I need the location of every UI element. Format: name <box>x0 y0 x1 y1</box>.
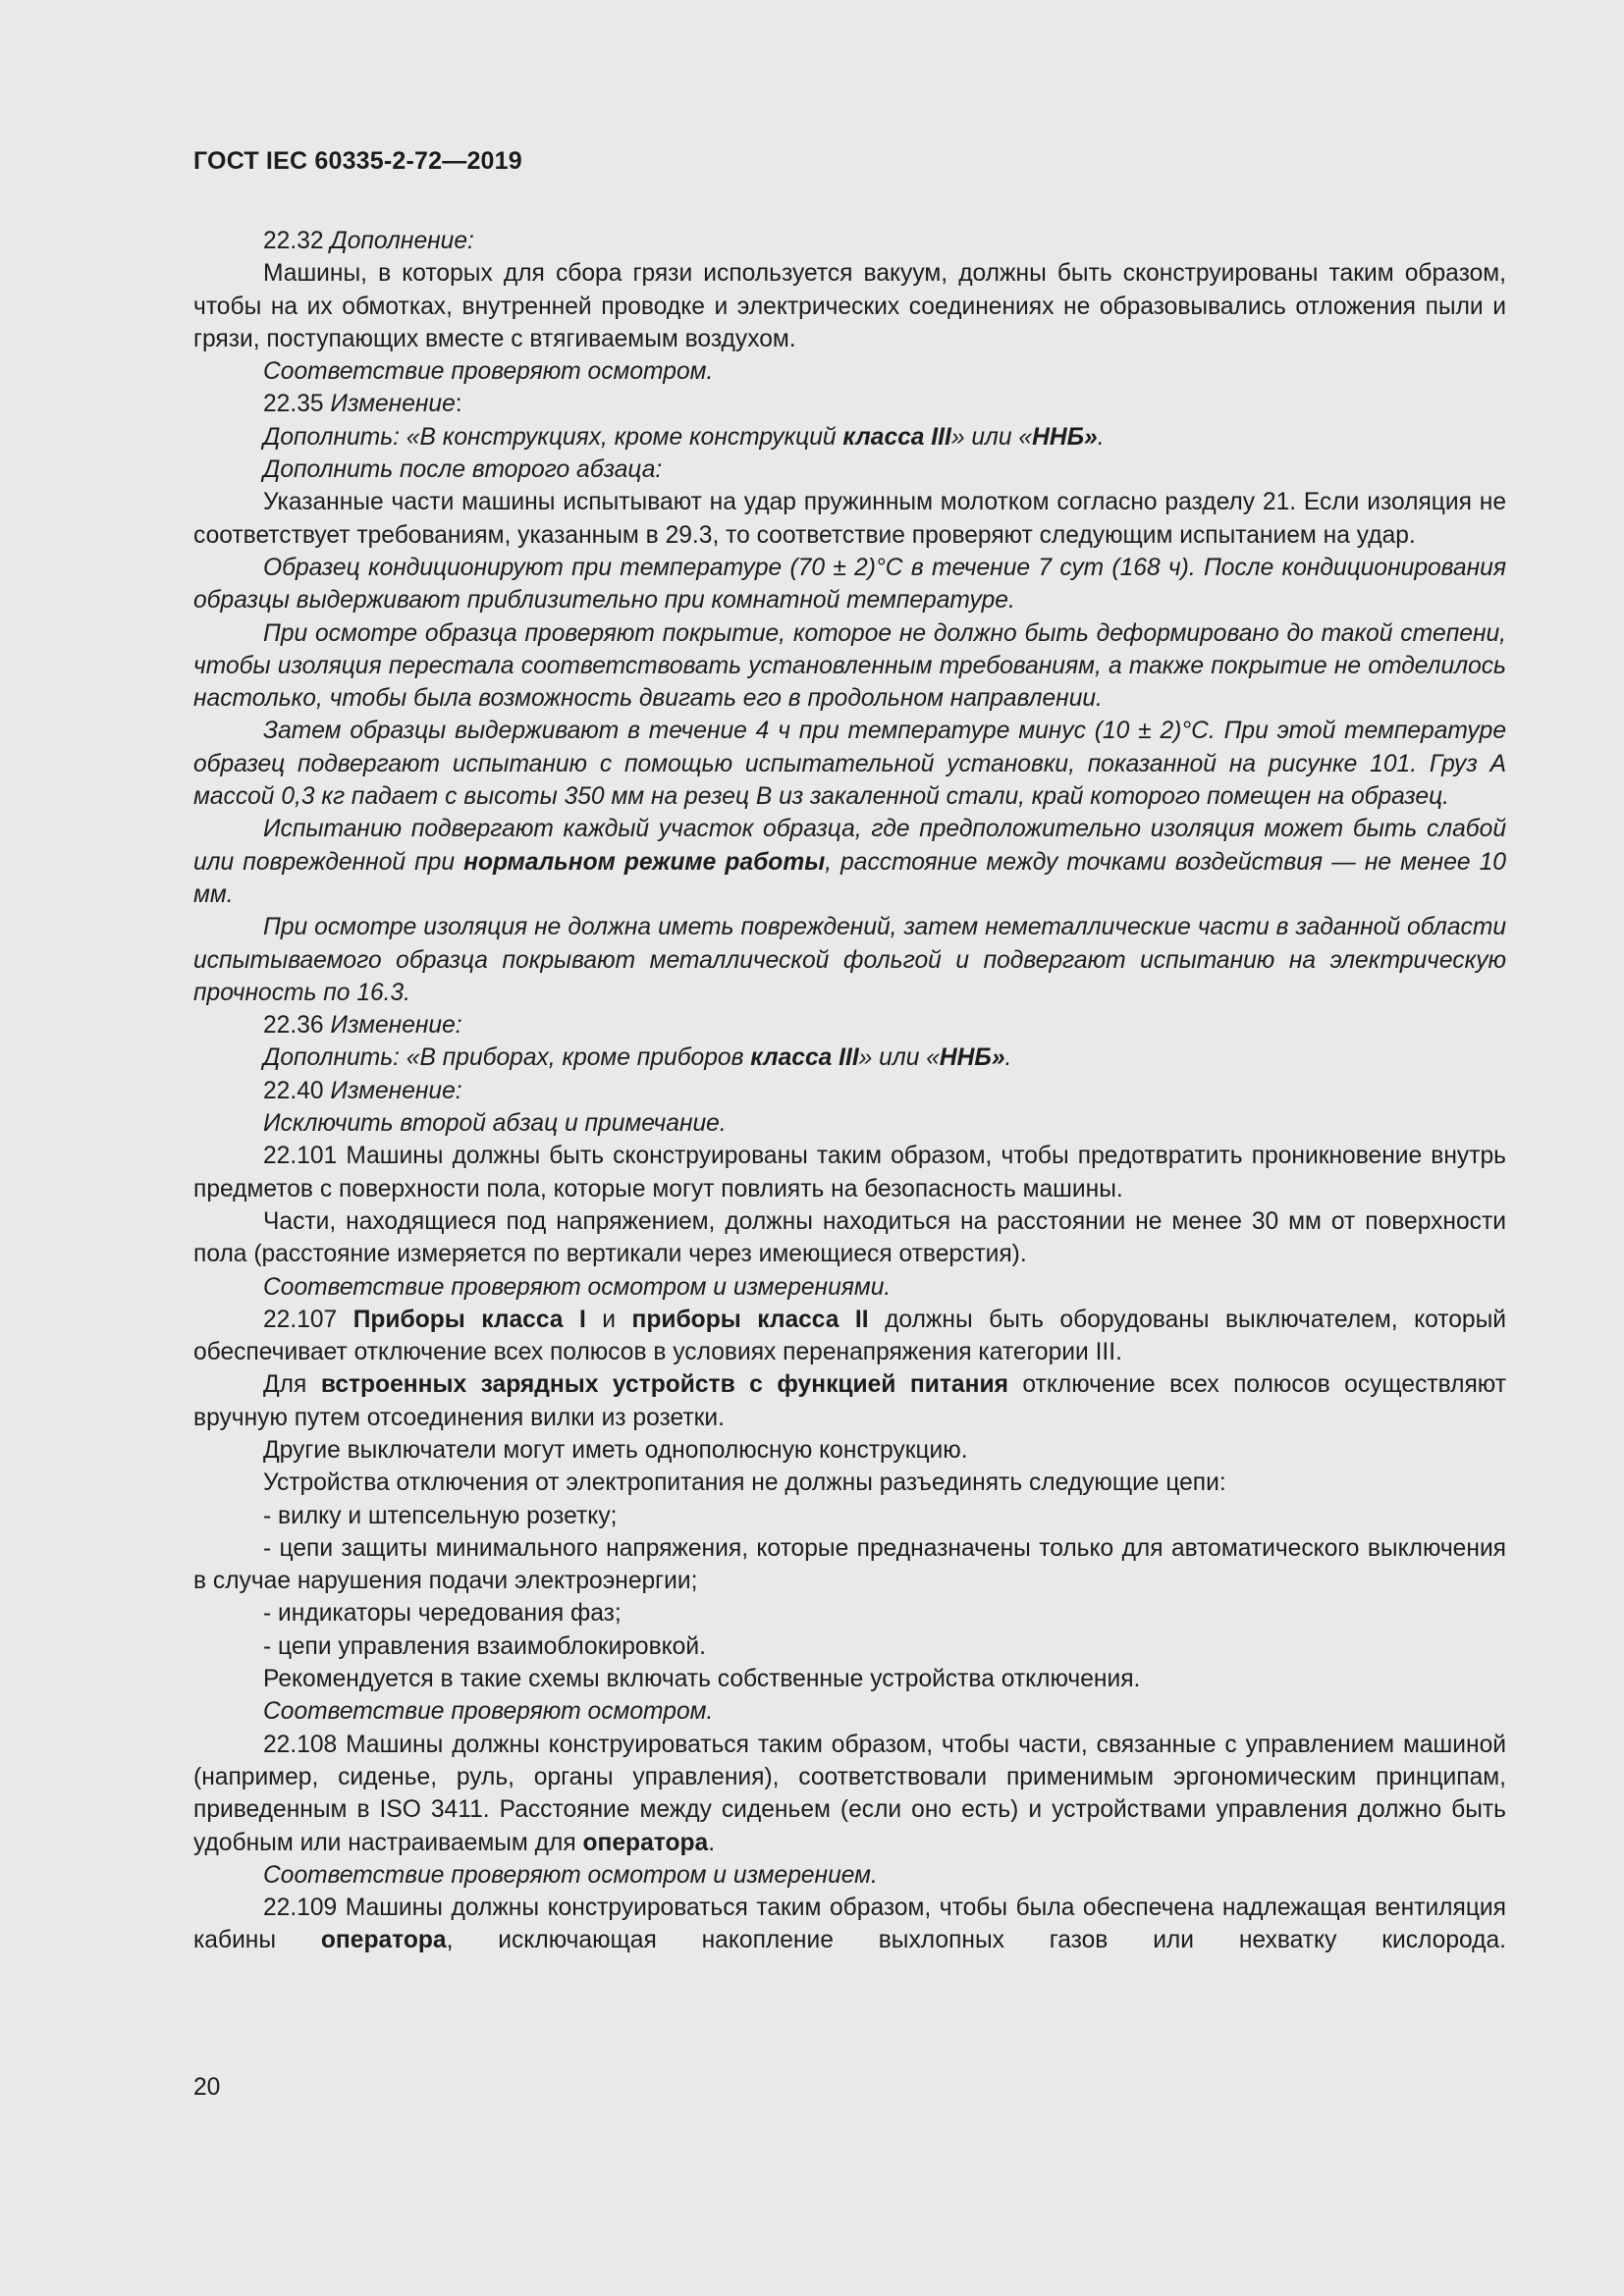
clause-label: Изменение: <box>330 1077 462 1104</box>
paragraph <box>193 225 1506 257</box>
defined-term: класса III <box>842 423 951 451</box>
clause-label: Изменение <box>330 391 456 418</box>
defined-term: ННБ» <box>939 1044 1005 1072</box>
compliance-note: Соответствие проверяют осмотром и измерениями. <box>263 1273 892 1301</box>
paragraph: Рекомендуется в такие схемы включать собственные устройства отключения. <box>263 1666 1141 1693</box>
clause-number: 22.40 <box>263 1077 331 1104</box>
clause-number: 22.36 <box>263 1012 331 1040</box>
paragraph: 22.108 Машины должны конструироваться таким образом, чтобы части, связанные с управлением машиной (например, сиденье, руль, органы управления), соответствовали применимым эргономическим принципам, приведенным в ISO 3411. Расстояние между сиденьем (если оно есть) и устройствами управления должно быть удобным или настраиваемым для оператора. <box>193 1731 1506 1856</box>
paragraph: 22.101 Машины должны быть сконструированы таким образом, чтобы предотвратить проникновение внутрь предметов с поверхности пола, которые могут повлиять на безопасность машины. <box>193 1143 1506 1202</box>
amendment-text: Дополнить: «В приборах, кроме приборов класса III» или «ННБ». <box>263 1044 1012 1072</box>
clause-number: 22.32 <box>263 228 331 254</box>
page-number: 20 <box>193 2074 221 2101</box>
amendment-text: Дополнить после второго абзаца: <box>263 456 663 484</box>
test-procedure: При осмотре изоляция не должна иметь повреждений, затем неметаллические части в заданной области испытываемого образца покрывают металлической фольгой и подвергают испытанию на электрическую прочность по 16.3. <box>193 914 1506 1006</box>
defined-term: оператора <box>320 1927 447 1954</box>
paragraph <box>193 1009 1506 1041</box>
defined-term: ННБ» <box>1032 423 1098 451</box>
test-procedure: Затем образцы выдерживают в течение 4 ч при температуре минус (10 ± 2)°С. При этой температуре образец подвергают испытанию с помощью испытательной установки, показанной на рисунке 101. Груз А массой 0,3 кг падает с высоты 350 мм на резец В из закаленной стали, край которого помещен на образец. <box>193 718 1506 811</box>
paragraph <box>193 1075 1506 1107</box>
list-item: - цепи защиты минимального напряжения, которые предназначены только для автоматического выключения в случае нарушения подачи электроэнергии; <box>193 1534 1506 1595</box>
defined-term: нормальном режиме работы <box>463 848 826 876</box>
compliance-note: Соответствие проверяют осмотром и измерением. <box>263 1861 878 1889</box>
paragraph: Указанные части машины испытывают на удар пружинным молотком согласно разделу 21. Если изоляция не соответствует требованиям, указанным в 29.3, то соответствие проверяют следующим испытанием на удар. <box>193 489 1506 549</box>
paragraph: 22.107 Приборы класса I и приборы класса II должны быть оборудованы выключателем, который обеспечивает отключение всех полюсов в условиях перенапряжения категории III. <box>193 1306 1506 1366</box>
test-procedure: Образец кондиционируют при температуре (70 ± 2)°С в течение 7 сут (168 ч). После кондиционирования образцы выдерживают приблизительно при комнатной температуре. <box>193 554 1506 614</box>
list-item: - индикаторы чередования фаз; <box>263 1600 622 1628</box>
test-procedure: Испытанию подвергают каждый участок образца, где предположительно изоляция может быть слабой или поврежденной при нормальном режиме работы, расстояние между точками воздействия — не менее 10 мм. <box>193 816 1506 908</box>
compliance-note: Соответствие проверяют осмотром. <box>263 1698 714 1726</box>
paragraph: Машины, в которых для сбора грязи используется вакуум, должны быть сконструированы таким образом, чтобы на их обмотках, внутренней проводке и электрических соединениях не образовывались отложения пыли и грязи, поступающих вместе с втягиваемым воздухом. <box>193 260 1506 352</box>
clause-label: Дополнение: <box>330 228 474 254</box>
defined-term: приборы класса II <box>631 1306 869 1333</box>
defined-term: класса III <box>750 1044 859 1072</box>
defined-term: Приборы класса I <box>352 1306 586 1333</box>
clause-number: 22.35 <box>263 391 331 418</box>
body-text <box>193 225 1506 1957</box>
defined-term: встроенных зарядных устройств с функцией питания <box>320 1371 1008 1399</box>
paragraph: Части, находящиеся под напряжением, должны находиться на расстоянии не менее 30 мм от поверхности пола (расстояние измеряется по вертикали через имеющиеся отверстия). <box>193 1207 1506 1268</box>
amendment-text: Дополнить: «В конструкциях, кроме конструкций класса III» или «ННБ». <box>263 423 1105 451</box>
clause-label: Изменение: <box>330 1012 462 1040</box>
list-item: - цепи управления взаимоблокировкой. <box>263 1632 706 1660</box>
paragraph: 22.109 Машины должны конструироваться таким образом, чтобы была обеспечена надлежащая вентиляция кабины оператора, исключающая накопление выхлопных газов или нехватку кислорода. <box>193 1895 1507 1954</box>
paragraph: Устройства отключения от электропитания не должны разъединять следующие цепи: <box>263 1469 1226 1497</box>
defined-term: оператора <box>582 1829 709 1856</box>
compliance-note: Соответствие проверяют осмотром. <box>263 358 714 386</box>
standard-designation: ГОСТ IEC 60335-2-72—2019 <box>193 147 522 175</box>
paragraph: Другие выключатели могут иметь однополюсную конструкцию. <box>263 1436 968 1464</box>
list-item: - вилку и штепсельную розетку; <box>263 1502 618 1529</box>
amendment-text: Исключить второй абзац и примечание. <box>263 1110 727 1138</box>
paragraph: Для встроенных зарядных устройств с функцией питания отключение всех полюсов осуществляют вручную путем отсоединения вилки из розетки. <box>193 1371 1506 1431</box>
test-procedure: При осмотре образца проверяют покрытие, которое не должно быть деформировано до такой степени, чтобы изоляция перестала соответствовать установленным требованиям, а также покрытие не отделилось настолько, чтобы была возможность двигать его в продольном направлении. <box>193 619 1506 713</box>
paragraph: 22.35 Изменение: <box>263 391 462 418</box>
